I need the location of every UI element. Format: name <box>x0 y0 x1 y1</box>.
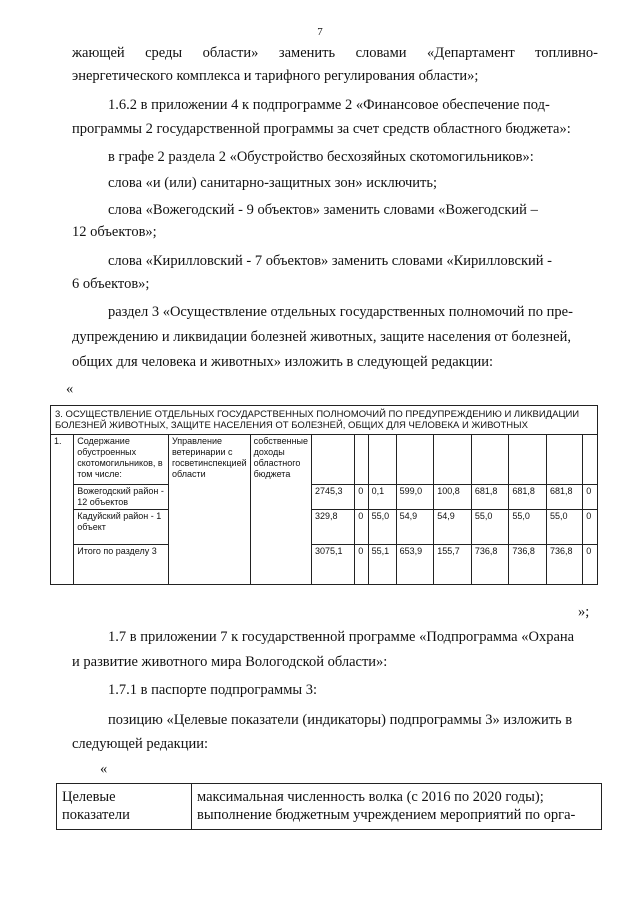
paragraph-line: слова «и (или) санитарно-защитных зон» исключить; <box>108 175 438 191</box>
table-cell: 736,8 <box>509 545 547 585</box>
section3-table <box>50 405 598 585</box>
label-cell: Целевые показатели <box>57 784 192 830</box>
paragraph-line: энергетического комплекса и тарифного регулирования области»; <box>72 68 479 84</box>
word: заменить <box>278 45 336 61</box>
table-header: 3. ОСУЩЕСТВЛЕНИЕ ОТДЕЛЬНЫХ ГОСУДАРСТВЕННЫХ ПОЛНОМОЧИЙ ПО ПРЕДУПРЕЖДЕНИЮ И ЛИКВИДАЦИИ БОЛЕЗНЕЙ ЖИВОТНЫХ, ЗАЩИТЕ НАСЕЛЕНИЯ ОТ БОЛЕЗНЕЙ, ОБЩИХ ДЛЯ ЧЕЛОВЕКА И ЖИВОТНЫХ <box>51 406 598 435</box>
paragraph-line <box>72 44 598 62</box>
paragraph-line: 12 объектов»; <box>72 224 157 240</box>
table-cell: 599,0 <box>396 485 434 510</box>
table-row-name: Вожегодский район - 12 объектов <box>74 485 169 510</box>
table-cell: 681,8 <box>509 485 547 510</box>
word: жающей <box>72 45 125 61</box>
table-cell: 736,8 <box>471 545 509 585</box>
content-cell: Содержание обустроенных скотомогильников, в том числе: <box>74 435 169 485</box>
table-cell: 0 <box>583 485 598 510</box>
source-cell: собственные доходы областного бюджета <box>250 435 311 585</box>
close-quote: »; <box>578 604 590 620</box>
paragraph-line: программы 2 государственной программы за счет средств областного бюджета»: <box>72 121 571 137</box>
table-cell: 55,1 <box>368 545 396 585</box>
table-cell: 681,8 <box>547 485 583 510</box>
passport-table <box>56 783 602 830</box>
paragraph-line: и развитие животного мира Вологодской области»: <box>72 654 388 670</box>
paragraph-line: 6 объектов»; <box>72 276 150 292</box>
table-cell: 54,9 <box>434 510 472 545</box>
table-row-name: Итого по разделу 3 <box>74 545 169 585</box>
table-cell: 2745,3 <box>312 485 355 510</box>
paragraph-line: дупреждению и ликвидации болезней животных, защите населения от болезней, <box>72 329 571 345</box>
table-cell: 55,0 <box>471 510 509 545</box>
word: «Департамент <box>427 45 515 61</box>
paragraph-line: 1.7 в приложении 7 к государственной программе «Подпрограмма «Охрана <box>108 629 575 645</box>
table-row-name: Кадуйский район - 1 объект <box>74 510 169 545</box>
word: области» <box>202 45 259 61</box>
table-cell: 100,8 <box>434 485 472 510</box>
table-cell: 0 <box>355 545 368 585</box>
open-quote: « <box>66 381 74 397</box>
page-number: 7 <box>317 26 323 38</box>
paragraph-line: позицию «Целевые показатели (индикаторы) подпрограммы 3» изложить в <box>108 712 573 728</box>
word: словами <box>355 45 407 61</box>
paragraph-line: общих для человека и животных» изложить в следующей редакции: <box>72 354 494 370</box>
table-cell: 55,0 <box>368 510 396 545</box>
table-cell: 329,8 <box>312 510 355 545</box>
table-cell: 653,9 <box>396 545 434 585</box>
table-cell: 0 <box>583 545 598 585</box>
table-cell: 0 <box>583 510 598 545</box>
table-cell: 54,9 <box>396 510 434 545</box>
paragraph-line: раздел 3 «Осуществление отдельных государственных полномочий по пре- <box>108 304 573 320</box>
paragraph-line: 1.7.1 в паспорте подпрограммы 3: <box>108 682 318 698</box>
executor-cell: Управление ветеринарии с госветинспекцией области <box>168 435 250 585</box>
word: среды <box>145 45 183 61</box>
table-cell: 155,7 <box>434 545 472 585</box>
table-cell: 55,0 <box>547 510 583 545</box>
row-number: 1. <box>51 435 74 585</box>
paragraph-line: слова «Кирилловский - 7 объектов» заменить словами «Кирилловский - <box>108 253 553 269</box>
table-cell: 0 <box>355 485 368 510</box>
table-cell: 0 <box>355 510 368 545</box>
table-cell: 681,8 <box>471 485 509 510</box>
table-cell: 736,8 <box>547 545 583 585</box>
table-cell: 55,0 <box>509 510 547 545</box>
paragraph-line: следующей редакции: <box>72 736 209 752</box>
open-quote: « <box>100 761 108 777</box>
value-cell <box>192 784 602 830</box>
paragraph-line: 1.6.2 в приложении 4 к подпрограмме 2 «Финансовое обеспечение под- <box>108 97 550 113</box>
word: топливно- <box>535 45 598 61</box>
paragraph-line: слова «Вожегодский - 9 объектов» заменить словами «Вожегодский – <box>108 202 538 218</box>
paragraph-line: в графе 2 раздела 2 «Обустройство бесхозяйных скотомогильников»: <box>108 149 534 165</box>
table-cell: 0,1 <box>368 485 396 510</box>
table-cell: 3075,1 <box>312 545 355 585</box>
value-line: выполнение бюджетным учреждением мероприятий по орга- <box>197 807 576 823</box>
value-line: максимальная численность волка (с 2016 по 2020 годы); <box>197 789 544 805</box>
